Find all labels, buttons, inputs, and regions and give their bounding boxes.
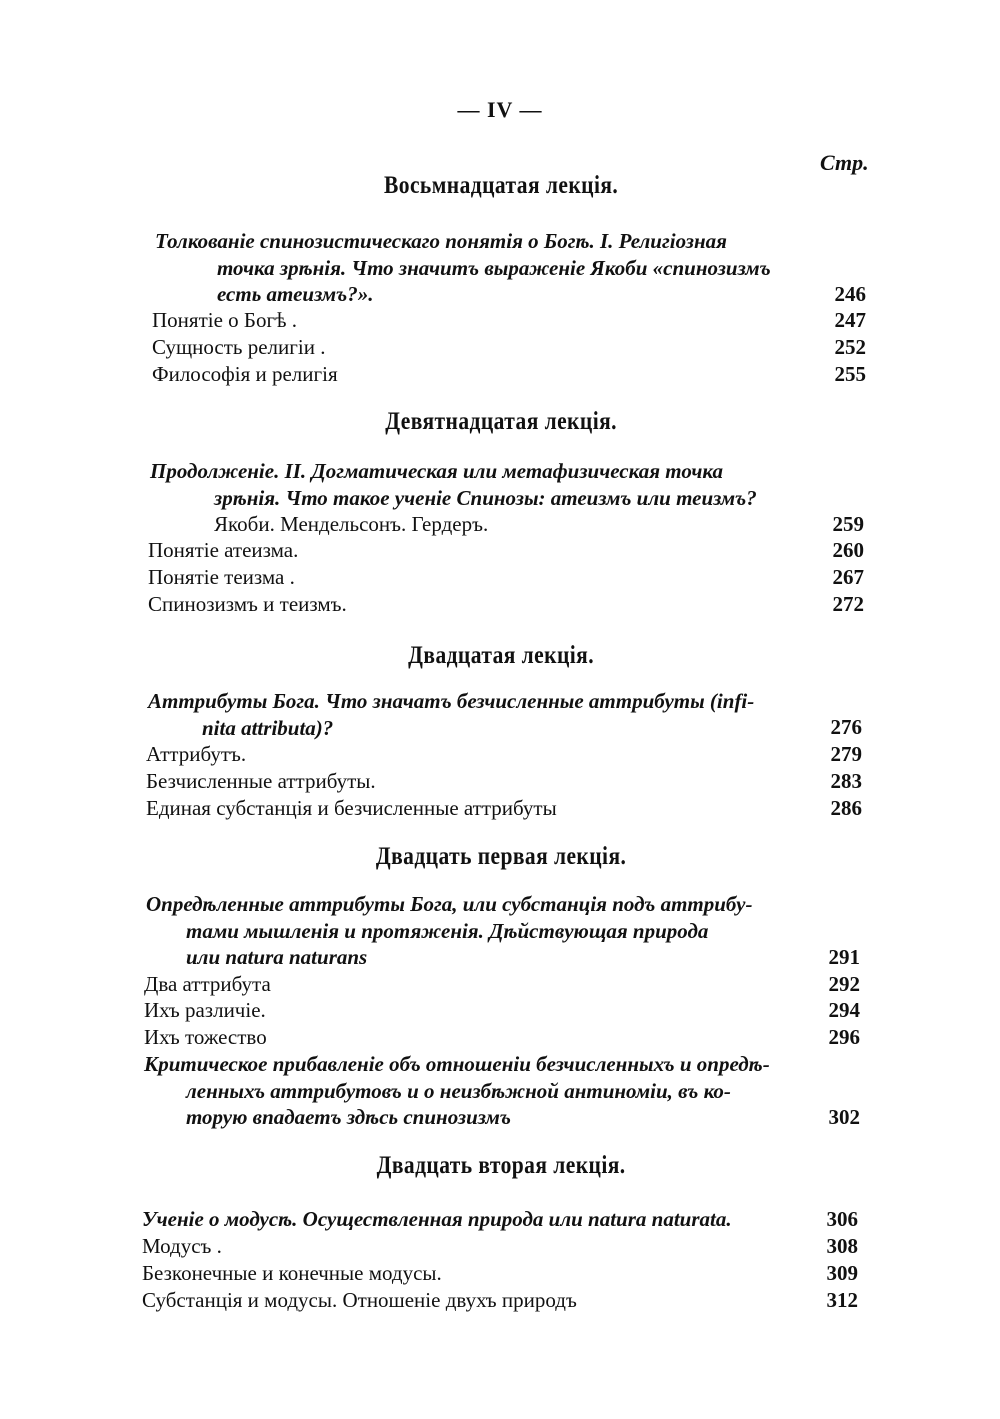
page-ref: 260 <box>832 538 864 562</box>
page-number: — IV — <box>457 97 543 122</box>
lecture-heading: Двадцать вторая лекція. <box>376 1152 626 1179</box>
page-column-label: Стр. <box>820 150 869 175</box>
intro-line: Аттрибуты Бога. Что значатъ безчисленные аттрибуты (infi- <box>148 689 755 713</box>
lecture-appendix <box>144 1051 770 1131</box>
toc-entry-title: Два аттрибута <box>144 972 271 996</box>
toc-entry-title: Безконечные и конечные модусы. <box>142 1261 442 1285</box>
lecture-heading: Девятнадцатая лекція. <box>385 408 617 435</box>
page-ref: 309 <box>826 1261 858 1285</box>
appendix-line: торую впадаетъ здѣсь спинозизмъ <box>186 1105 511 1129</box>
page-ref: 246 <box>834 282 866 306</box>
lecture-intro <box>142 1206 732 1233</box>
lecture-heading: Восьмнадцатая лекція. <box>384 172 619 199</box>
toc-entry-title: Ихъ тожество <box>144 1025 267 1049</box>
page-ref: 286 <box>830 796 862 820</box>
intro-line: Толкованіе спинозистическаго понятія о Богѣ. I. Религіозная <box>155 229 727 253</box>
lecture-heading: Двадцать первая лекція. <box>375 843 627 870</box>
page-ref: 292 <box>828 972 860 996</box>
toc-entry-title: Безчисленные аттрибуты. <box>146 769 376 793</box>
page-ref: 302 <box>828 1105 860 1129</box>
lecture-intro <box>155 228 771 308</box>
intro-line: тами мышленія и протяженія. Дѣйствующая природа <box>186 918 709 943</box>
intro-line: nita attributa)? <box>202 715 334 740</box>
page-ref: 308 <box>826 1234 858 1258</box>
toc-entry-title: Единая субстанція и безчисленные аттрибуты <box>146 796 557 820</box>
page-ref: 255 <box>834 362 866 386</box>
appendix-line: Критическое прибавленіе объ отношеніи безчисленныхъ и опредѣ- <box>144 1052 770 1076</box>
toc-entry-title: Понятіе о Богѣ . <box>152 308 297 332</box>
lecture-intro <box>146 891 752 971</box>
toc-entry-title: Аттрибутъ. <box>146 742 247 766</box>
toc-entry-title: Субстанція и модусы. Отношеніе двухъ природъ <box>142 1288 577 1312</box>
appendix-line: ленныхъ аттрибутовъ и о неизбѣжной антиноміи, въ ко- <box>186 1078 731 1103</box>
page-ref: 291 <box>828 945 860 969</box>
intro-line: Якоби. Мендельсонъ. Гердеръ. <box>214 512 489 536</box>
intro-line: зрѣнія. Что такое ученіе Спинозы: атеизмъ или теизмъ? <box>214 485 757 510</box>
page-ref: 306 <box>826 1207 858 1231</box>
page-ref: 259 <box>832 512 864 536</box>
lecture-heading: Двадцатая лекція. <box>408 642 595 669</box>
page-ref: 247 <box>834 308 866 332</box>
toc-entry-title: Понятіе теизма . <box>148 565 295 589</box>
intro-line: точка зрѣнія. Что значитъ выраженіе Якоби «спинозизмъ <box>217 255 771 280</box>
toc-entry-title: Понятіе атеизма. <box>148 538 299 562</box>
toc-entry-title: Модусъ . <box>142 1234 222 1258</box>
intro-line: или natura naturans <box>186 945 368 969</box>
toc-entry-title: Сущность религіи . <box>152 335 326 359</box>
page-ref: 283 <box>830 769 862 793</box>
intro-line: есть атеизмъ?». <box>217 282 374 306</box>
toc-entry-title: Спинозизмъ и теизмъ. <box>148 592 347 616</box>
toc-entry-title: Ихъ различіе. <box>144 998 266 1022</box>
page-ref: 267 <box>832 565 864 589</box>
intro-line: Продолженіе. II. Догматическая или метафизическая точка <box>150 459 723 483</box>
intro-line: Опредѣленные аттрибуты Бога, или субстанція подъ аттрибу- <box>146 892 753 916</box>
page-ref: 272 <box>832 592 864 616</box>
page-ref: 276 <box>830 715 862 739</box>
page-ref: 252 <box>834 335 866 359</box>
page-ref: 296 <box>828 1025 860 1049</box>
intro-line: Ученіе о модусѣ. Осуществленная природа или natura naturata. <box>142 1207 732 1231</box>
lecture-intro <box>150 458 757 538</box>
toc-entry-title: Философія и религія <box>152 362 338 386</box>
page-ref: 279 <box>830 742 862 766</box>
lecture-intro <box>148 688 754 741</box>
page-ref: 312 <box>826 1288 858 1312</box>
page-ref: 294 <box>828 998 860 1022</box>
